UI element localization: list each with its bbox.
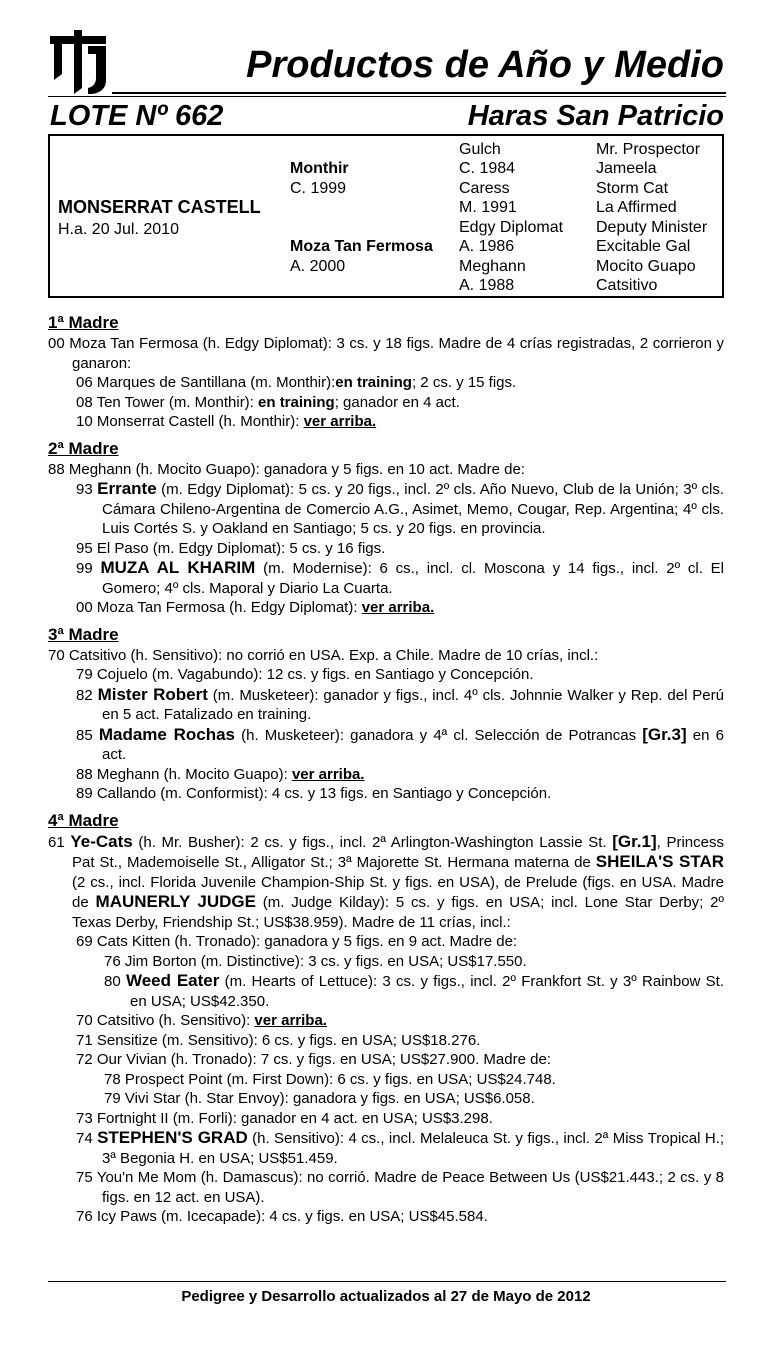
record-line: 72 Our Vivian (h. Tronado): 7 cs. y figs. en USA; US$27.900. Madre de: bbox=[76, 1051, 551, 1068]
record-line: 08 Ten Tower (m. Monthir): en training; ganador en 4 act. bbox=[76, 393, 460, 411]
sire-year: C. 1999 bbox=[290, 180, 347, 197]
horse-name: MONSERRAT CASTELL bbox=[58, 197, 261, 217]
granddam-2: Meghann bbox=[459, 258, 526, 275]
granddam-2-year: A. 1988 bbox=[459, 277, 515, 294]
record-line: 89 Callando (m. Conformist): 4 cs. y 13 figs. en Santiago y Concepción. bbox=[76, 785, 552, 802]
ver-arriba-link: ver arriba. bbox=[361, 599, 435, 616]
footer-rule bbox=[48, 1281, 726, 1282]
footer-note: Pedigree y Desarrollo actualizados al 27 de Mayo de 2012 bbox=[181, 1288, 591, 1305]
title-rule-thin bbox=[48, 96, 726, 97]
great-grandparent: Jameela bbox=[596, 160, 657, 177]
record-line: 79 Vivi Star (h. Star Envoy): ganadora y figs. en USA; US$6.058. bbox=[104, 1090, 535, 1107]
stud-name: Haras San Patricio bbox=[467, 100, 724, 132]
dam-name: Moza Tan Fermosa bbox=[290, 238, 433, 255]
record-line: 70 Catsitivo (h. Sensitivo): ver arriba. bbox=[76, 1012, 327, 1029]
record-line: 79 Cojuelo (m. Vagabundo): 12 cs. y figs. en Santiago y Concepción. bbox=[76, 666, 534, 683]
record-line: 61 Ye-Cats (h. Mr. Busher): 2 cs. y figs., incl. 2ª Arlington-Washington Lassie St. [Gr.1], Princess Pat St., Mademoiselle St., Alligator St.; 3ª Majorette St. Hermana materna de SHEILA'S STAR (2 cs., incl. Florida Juvenile Champion-Ship St. y figs. en USA), de Prelude (figs. en USA. Madre de MAUNERLY JUDGE (m. Judge Kilday): 5 cs. y figs. en USA; incl. Lone Star Derby; 2º Texas Derby, Friendship St.; US$38.959). Madre de 11 crías, incl.: bbox=[48, 831, 724, 931]
grandsire-1-year: C. 1984 bbox=[459, 160, 516, 177]
great-grandparent: La Affirmed bbox=[596, 199, 677, 216]
lot-number: LOTE Nº 662 bbox=[50, 100, 224, 132]
section-heading: 3ª Madre bbox=[48, 624, 119, 644]
grandsire-1: Gulch bbox=[459, 141, 501, 158]
grandsire-2: Edgy Diplomat bbox=[459, 219, 564, 236]
ver-arriba-link: ver arriba. bbox=[254, 1012, 327, 1029]
record-line: 71 Sensitize (m. Sensitivo): 6 cs. y figs. en USA; US$18.276. bbox=[76, 1031, 481, 1049]
record-line: 73 Fortnight II (m. Forli): ganador en 4 act. en USA; US$3.298. bbox=[76, 1109, 493, 1127]
record-line: 88 Meghann (h. Mocito Guapo): ganadora y 5 figs. en 10 act. Madre de: bbox=[48, 460, 525, 478]
record-line: 78 Prospect Point (m. First Down): 6 cs. y figs. en USA; US$24.748. bbox=[104, 1070, 556, 1088]
logo bbox=[48, 30, 108, 94]
record-line: 00 Moza Tan Fermosa (h. Edgy Diplomat): ver arriba. bbox=[76, 599, 435, 616]
record-line: 74 STEPHEN'S GRAD (h. Sensitivo): 4 cs., incl. Melaleuca St. y figs., incl. 2ª Miss Tropical H.; 3ª Begonia H. en USA; US$51.459. bbox=[76, 1128, 725, 1167]
great-grandparent: Storm Cat bbox=[596, 180, 669, 197]
sire-name: Monthir bbox=[290, 160, 349, 177]
dam-year: A. 2000 bbox=[290, 258, 346, 275]
ver-arriba-link: ver arriba. bbox=[291, 765, 365, 783]
record-line: 10 Monserrat Castell (h. Monthir): ver arriba. bbox=[76, 413, 377, 430]
great-grandparent: Mr. Prospector bbox=[596, 141, 701, 158]
record-line: 80 Weed Eater (m. Hearts of Lettuce): 3 cs. y figs., incl. 2º Frankfort St. y 3º Rainbow St. en USA; US$42.350. bbox=[104, 971, 724, 1010]
section-heading: 2ª Madre bbox=[48, 438, 119, 458]
record-line: 99 MUZA AL KHARIM (m. Modernise): 6 cs., incl. cl. Moscona y 14 figs., incl. 2º cl. El Gomero; 4º cls. Maporal y Diario La Cuarta. bbox=[76, 558, 724, 597]
granddam-1-year: M. 1991 bbox=[459, 199, 517, 216]
horse-info: H.a. 20 Jul. 2010 bbox=[58, 221, 179, 238]
title-rule bbox=[112, 92, 726, 94]
record-line: 95 El Paso (m. Edgy Diplomat): 5 cs. y 16 figs. bbox=[76, 539, 386, 557]
grandsire-2-year: A. 1986 bbox=[459, 238, 515, 255]
great-grandparent: Excitable Gal bbox=[596, 238, 691, 255]
record-line: 69 Cats Kitten (h. Tronado): ganadora y 5 figs. en 9 act. Madre de: bbox=[76, 933, 518, 950]
pedigree-box bbox=[48, 134, 724, 298]
record-line: 82 Mister Robert (m. Musketeer): ganador y figs., incl. 4º cls. Johnnie Walker y Rep. del Perú en 5 act. Fatalizado en training. bbox=[76, 684, 724, 723]
page-title: Productos de Año y Medio bbox=[246, 44, 724, 86]
record-line: 76 Jim Borton (m. Distinctive): 3 cs. y figs. en USA; US$17.550. bbox=[104, 952, 527, 970]
section-heading: 4ª Madre bbox=[48, 810, 119, 830]
record-line: 85 Madame Rochas (h. Musketeer): ganadora y 4ª cl. Selección de Potrancas [Gr.3] en 6 act. bbox=[76, 724, 724, 763]
granddam-1: Caress bbox=[459, 180, 510, 197]
record-line: 93 Errante (m. Edgy Diplomat): 5 cs. y 20 figs., incl. 2º cls. Año Nuevo, Club de la Unión; 3º cls. Cámara Chileno-Argentina de Comercio A.G., Asimet, Memo, Cougar, Rep. Argentina; 4º cls. Luis Cortés S. y Oakland en Santiago; 5 cs. y 20 figs. en provincia. bbox=[76, 479, 724, 537]
produce-record bbox=[48, 306, 724, 1227]
section-heading: 1ª Madre bbox=[48, 313, 119, 332]
record-line: 76 Icy Paws (m. Icecapade): 4 cs. y figs. en USA; US$45.584. bbox=[76, 1208, 488, 1225]
record-line: 06 Marques de Santillana (m. Monthir):en training; 2 cs. y 15 figs. bbox=[76, 374, 517, 391]
record-line: 88 Meghann (h. Mocito Guapo): ver arriba. bbox=[76, 765, 365, 783]
ver-arriba-link: ver arriba. bbox=[303, 413, 377, 430]
great-grandparent: Mocito Guapo bbox=[596, 258, 696, 275]
record-line: 70 Catsitivo (h. Sensitivo): no corrió en USA. Exp. a Chile. Madre de 10 crías, incl.: bbox=[48, 646, 599, 664]
great-grandparent: Deputy Minister bbox=[596, 219, 708, 236]
great-grandparent: Catsitivo bbox=[596, 277, 658, 294]
record-line: 75 You'n Me Mom (h. Damascus): no corrió. Madre de Peace Between Us (US$21.443.; 2 cs. y 8 figs. en 12 act. en USA). bbox=[76, 1169, 724, 1206]
record-line: 00 Moza Tan Fermosa (h. Edgy Diplomat): 3 cs. y 18 figs. Madre de 4 crías registradas, 2 corrieron y ganaron: bbox=[48, 335, 724, 372]
